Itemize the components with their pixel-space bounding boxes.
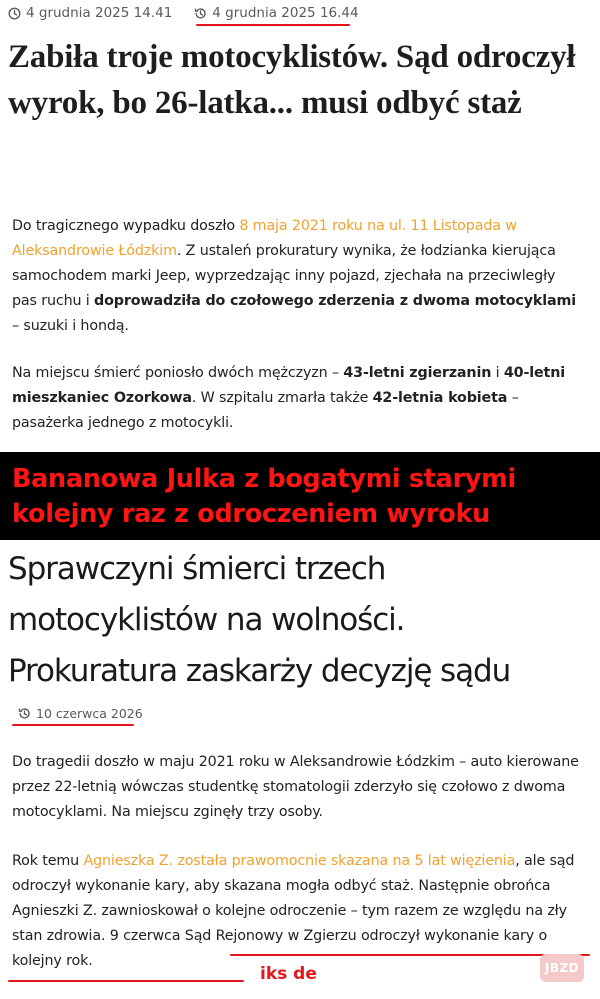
history-icon — [18, 707, 31, 720]
published-date — [8, 5, 172, 21]
article1-paragraph-2: Na miejscu śmierć poniosło dwóch mężczyzn – 43-letni zgierzanin i 40-letni mieszkaniec Ozorkowa. W szpitalu zmarła także 42-letnia kobieta – pasażerka jednego z motocykli. — [12, 365, 566, 431]
caption-banner — [0, 452, 600, 540]
red-underline — [12, 724, 134, 726]
article2-title-line-3: Prokuratura zaskarży decyzję sądu — [8, 653, 511, 689]
location-link[interactable]: 8 maja 2021 roku na ul. 11 Listopada w Aleksandrowie Łódzkim — [12, 218, 517, 259]
history-icon — [194, 7, 207, 20]
article1-paragraph-1: Do tragicznego wypadku doszło 8 maja 2021 roku na ul. 11 Listopada w Aleksandrowie Łódzkim. Z ustaleń prokuratury wynika, że łodzianka kierująca samochodem marki Jeep, wyprzedzając inny pojazd, zjechała na przeciwległy pas ruchu i doprowadziła do czołowego zderzenia z dwoma motocyklami – suzuki i hondą. — [12, 218, 577, 334]
article2-paragraph-2: Rok temu Agnieszka Z. została prawomocnie skazana na 5 lat więzienia, ale sąd odroczył wykonanie kary, aby skazana mogła odbyć staż. Następnie obrońca Agnieszki Z. zawnioskował o kolejne odroczenie – tym razem ze względu na zły stan zdrowia. 9 czerwca Sąd Rejonowy w Zgierzu odroczył wykonanie kary o kolejny rok. — [12, 853, 575, 969]
article2-title — [8, 544, 593, 697]
article1-meta — [8, 4, 359, 22]
article2-paragraph-1: Do tragedii doszło w maju 2021 roku w Aleksandrowie Łódzkim – auto kierowane przez 22-letnią wówczas studentkę stomatologii zderzyło się czołowo z dwoma motocyklami. Na miejscu zginęły trzy osoby. — [12, 754, 579, 820]
banner-line-1: Bananowa Julka z bogatymi starymi — [12, 464, 516, 494]
annotation-text: iks de — [260, 964, 317, 984]
red-underline — [230, 954, 590, 956]
watermark-logo: JBZD — [540, 954, 584, 982]
red-underline — [196, 24, 350, 26]
red-underline — [8, 980, 244, 982]
updated-date-text: 4 grudnia 2025 16.44 — [212, 5, 359, 21]
article2-title-line-2: motocyklistów na wolności. — [8, 602, 405, 638]
clock-icon — [8, 7, 21, 20]
updated-date — [194, 5, 358, 21]
article1-title: Zabiła troje motocyklistów. Sąd odroczył wyrok, bo 26-latka... musi odbyć staż — [8, 39, 576, 121]
article2-updated-text: 10 czerwca 2026 — [36, 705, 143, 721]
published-date-text: 4 grudnia 2025 14.41 — [26, 5, 173, 21]
article2-title-line-1: Sprawczyni śmierci trzech — [8, 551, 386, 587]
banner-line-2: kolejny raz z odroczeniem wyroku — [12, 499, 490, 529]
sentence-link[interactable]: Agnieszka Z. została prawomocnie skazana na 5 lat więzienia — [83, 853, 516, 869]
article2-meta — [18, 704, 143, 722]
